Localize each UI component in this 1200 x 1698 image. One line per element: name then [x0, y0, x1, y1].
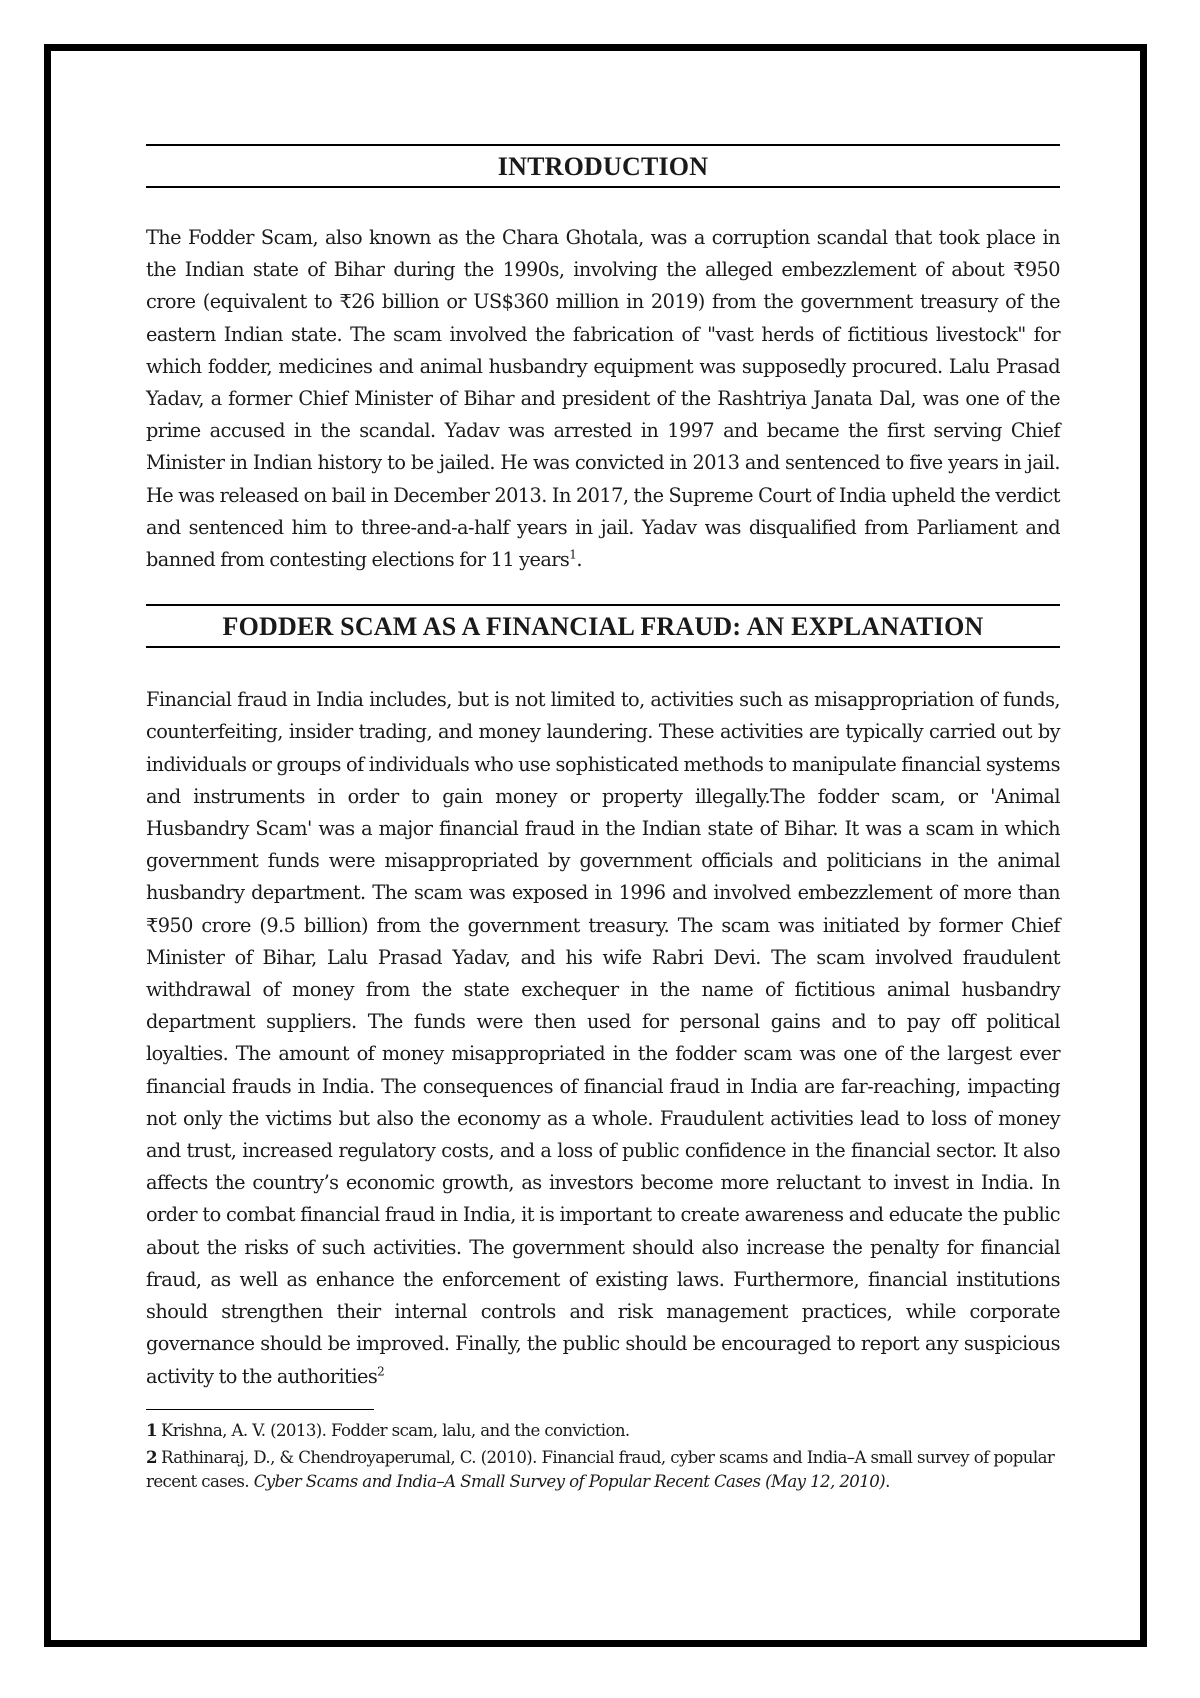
footnote-italic-source: Cyber Scams and India–A Small Survey of Popular Recent Cases (May 12, 2010)	[253, 1471, 886, 1491]
footnote-trailing: .	[885, 1471, 890, 1491]
footnote-text: Krishna, A. V. (2013). Fodder scam, lalu, and the conviction.	[160, 1420, 630, 1440]
footnote-separator	[146, 1409, 374, 1410]
footnote-1	[146, 1418, 1060, 1443]
introduction-paragraph	[146, 222, 1060, 576]
section-heading-introduction: INTRODUCTION	[146, 144, 1060, 188]
footnote-number: 2	[146, 1446, 157, 1467]
footnote-ref-1[interactable]: 1	[569, 547, 577, 562]
footnotes	[146, 1418, 1060, 1494]
footnote-text: Rathinaraj, D., & Chendroyaperumal, C. (2010). Financial fraud, cyber scams and India–A small survey of popular recent cases.	[146, 1447, 1055, 1491]
section-heading-financial-fraud: FODDER SCAM AS A FINANCIAL FRAUD: AN EXPLANATION	[146, 604, 1060, 648]
introduction-trailing: .	[576, 548, 582, 572]
financial-fraud-text: Financial fraud in India includes, but is not limited to, activities such as misappropriation of funds, counterfeiting, insider trading, and money laundering. These activities are typically carried out by individuals or groups of individuals who use sophisticated methods to manipulate financial systems and instruments in order to gain money or property illegally.The fodder scam, or 'Animal Husbandry Scam' was a major financial fraud in the Indian state of Bihar. It was a scam in which government funds were misappropriated by government officials and politicians in the animal husbandry department. The scam was exposed in 1996 and involved embezzlement of more than ₹950 crore (9.5 billion) from the government treasury. The scam was initiated by former Chief Minister of Bihar, Lalu Prasad Yadav, and his wife Rabri Devi. The scam involved fraudulent withdrawal of money from the state exchequer in the name of fictitious animal husbandry department suppliers. The funds were then used for personal gains and to pay off political loyalties. The amount of money misappropriated in the fodder scam was one of the largest ever financial frauds in India. The consequences of financial fraud in India are far-reaching, impacting not only the victims but also the economy as a whole. Fraudulent activities lead to loss of money and trust, increased regulatory costs, and a loss of public confidence in the financial sector. It also affects the country’s economic growth, as investors become more reluctant to invest in India. In order to combat financial fraud in India, it is important to create awareness and educate the public about the risks of such activities. The government should also increase the penalty for financial fraud, as well as enhance the enforcement of existing laws. Furthermore, financial institutions should strengthen their internal controls and risk management practices, while corporate governance should be improved. Finally, the public should be encouraged to report any suspicious activity to the authorities	[146, 688, 1060, 1388]
financial-fraud-paragraph	[146, 684, 1060, 1392]
document-content	[146, 144, 1060, 1496]
introduction-text: The Fodder Scam, also known as the Chara Ghotala, was a corruption scandal that took place in the Indian state of Bihar during the 1990s, involving the alleged embezzlement of about ₹950 crore (equivalent to ₹26 billion or US$360 million in 2019) from the government treasury of the eastern Indian state. The scam involved the fabrication of "vast herds of fictitious livestock" for which fodder, medicines and animal husbandry equipment was supposedly procured. Lalu Prasad Yadav, a former Chief Minister of Bihar and president of the Rashtriya Janata Dal, was one of the prime accused in the scandal. Yadav was arrested in 1997 and became the first serving Chief Minister in Indian history to be jailed. He was convicted in 2013 and sentenced to five years in jail. He was released on bail in December 2013. In 2017, the Supreme Court of India upheld the verdict and sentenced him to three-and-a-half years in jail. Yadav was disqualified from Parliament and banned from contesting elections for 11 years	[146, 226, 1060, 572]
footnote-number: 1	[146, 1419, 157, 1440]
footnote-2	[146, 1445, 1060, 1494]
footnote-ref-2[interactable]: 2	[377, 1364, 385, 1379]
